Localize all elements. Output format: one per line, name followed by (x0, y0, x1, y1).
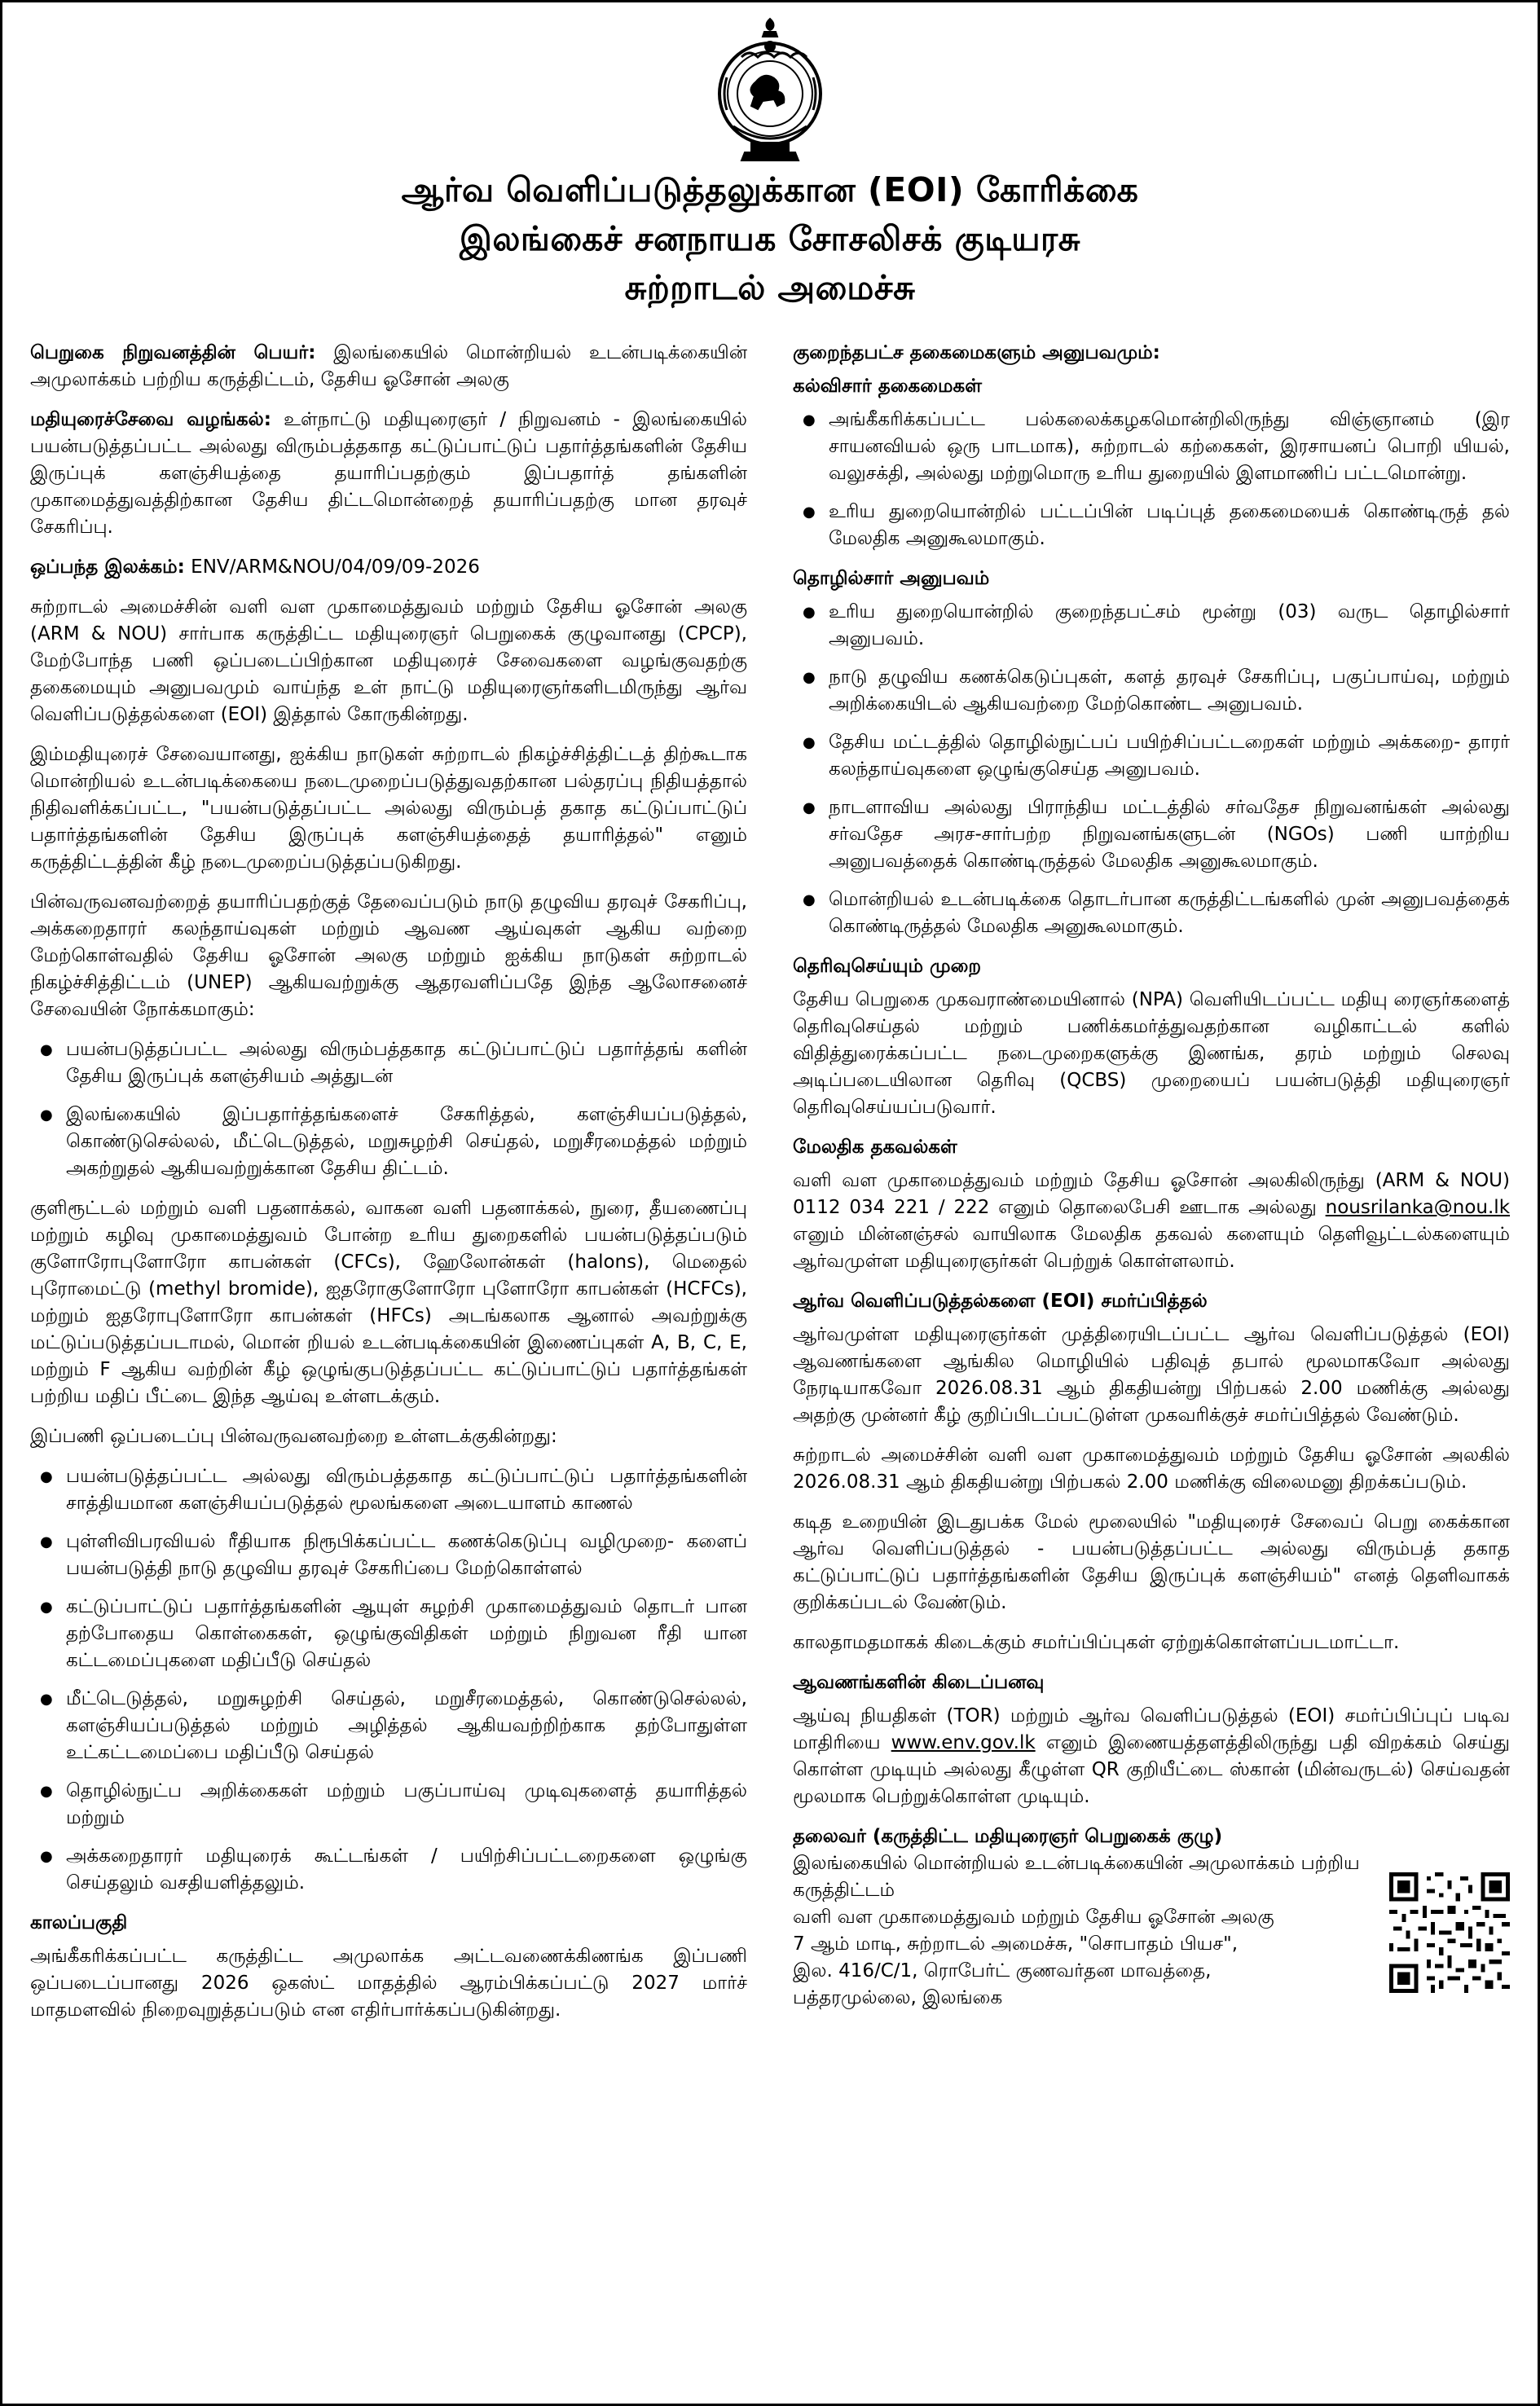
list-item: ● கட்டுப்பாட்டுப் பதார்த்தங்களின் ஆயுள் சுழற்சி முகாமைத்துவம் தொடர் பான தற்போதைய கொள்கைகள், ஒழுங்குவிதிகள் மற்றும் நிறுவன ரீதி யான கட்டமைப்புகளை மதிப்பீடு செய்தல் (66, 1594, 747, 1674)
email-link[interactable]: nousrilanka@nou.lk (1325, 1197, 1511, 1218)
list-item: ● பயன்படுத்தப்பட்ட அல்லது விரும்பத்தகாத கட்டுப்பாட்டுப் பதார்த்தங் களின் தேசிய இருப்புக் களஞ்சியம் அத்துடன் (66, 1036, 747, 1090)
duration-heading: காலப்பகுதி (30, 1912, 128, 1933)
info-text-b: எனும் மின்னஞ்சல் வாயிலாக மேலதிக தகவல் களையும் தெளிவூட்டல்களையும் ஆர்வமுள்ள மதியுரைஞர்கள் பெற்றுக் கொள்ளலாம். (793, 1224, 1510, 1272)
experience-list (793, 599, 1510, 940)
list-item: ● அக்கறைதாரர் மதியுரைக் கூட்டங்கள் / பயிற்சிப்பட்டறைகளை ஒழுங்கு செய்தலும் வசதியளித்தலும். (66, 1843, 747, 1897)
list-item: ● மீட்டெடுத்தல், மறுசுழற்சி செய்தல், மறுசீரமைத்தல், கொண்டுசெல்லல், களஞ்சியப்படுத்தல் மற்றும் அழித்தல் ஆகியவற்றிற்காக தற்போதுள்ள உட்கட்டமைப்பை மதிப்பீடு செய்தல் (66, 1686, 747, 1766)
documents-paragraph (793, 1703, 1510, 1810)
list-item: ● உரிய துறையொன்றில் குறைந்தபட்சம் மூன்று (03) வருட தொழில்சார் அனுபவம். (829, 599, 1510, 653)
title-line-2: இலங்கைச் சனநாயக சோசலிசக் குடியரசு (460, 219, 1080, 258)
submission-heading: ஆர்வ வெளிப்படுத்தல்களை (EOI) சமர்ப்பித்தல் (793, 1291, 1208, 1312)
requirements-heading: குறைந்தபட்ச தகைமைகளும் அனுபவமும்: (793, 342, 1160, 363)
address-heading: தலைவர் (கருத்திட்ட மதியுரைஞர் பெறுகைக் குழு) (793, 1826, 1223, 1847)
education-heading: கல்விசார் தகைமைகள் (793, 376, 982, 397)
sri-lanka-emblem-icon (709, 12, 831, 165)
intro-paragraph-1: சுற்றாடல் அமைச்சின் வளி வள முகாமைத்துவம் மற்றும் தேசிய ஓசோன் அலகு (ARM & NOU) சார்பாக கருத்திட்ட மதியுரைஞர் பெறுகைக் குழுவானது (CPCP), மேற்போந்த பணி ஒப்படைப்பிற்கான மதியுரைச் சேவைகளை வழங்குவதற்கு தகைமையும் அனுபவமும் வாய்ந்த உள் நாட்டு மதியுரைஞர்களிடமிருந்து ஆர்வ வெளிப்படுத்தல்களை (EOI) இத்தால் கோருகின்றது. (30, 596, 747, 725)
info-paragraph (793, 1168, 1510, 1275)
submission-paragraph-2: சுற்றாடல் அமைச்சின் வளி வள முகாமைத்துவம் மற்றும் தேசிய ஓசோன் அலகில் 2026.08.31 ஆம் திகதியன்று பிற்பகல் 2.00 மணிக்கு விலைமனு திறக்கப்படும். (793, 1445, 1510, 1493)
agency-paragraph (30, 340, 747, 394)
left-column (30, 340, 747, 2037)
objective-list (30, 1036, 747, 1182)
list-item: ● உரிய துறையொன்றில் பட்டப்பின் படிப்புத் தகைமையைக் கொண்டிருத் தல் மேலதிக அனுகூலமாகும். (829, 499, 1510, 552)
info-text-a: வளி வள முகாமைத்துவம் மற்றும் தேசிய ஓசோன் அலகிலிருந்து (ARM & NOU) 0112 034 221 / 222 எனும் தொலைபேசி ஊடாக அல்லது (793, 1170, 1510, 1218)
right-column (793, 340, 1510, 2037)
notice-header (2, 2, 1538, 312)
selection-heading: தெரிவுசெய்யும் முறை (793, 956, 981, 977)
duration-text: அங்கீகரிக்கப்பட்ட கருத்திட்ட அமுலாக்க அட்டவணைக்கிணங்க இப்பணி ஒப்படைப்பானது 2026 ஒகஸ்ட் மாதத்தில் ஆரம்பிக்கப்பட்டு 2027 மார்ச் மாதமளவில் நிறைவுறுத்தப்படும் என எதிர்பார்க்கப்படுகின்றது. (30, 1946, 747, 2021)
list-item: ● இலங்கையில் இப்பதார்த்தங்களைச் சேகரித்தல், களஞ்சியப்படுத்தல், கொண்டுசெல்லல், மீட்டெடுத்தல், மறுசுழற்சி செய்தல், மறுசீரமைத்தல் மற்றும் அகற்றுதல் ஆகியவற்றுக்கான தேசிய திட்டம். (66, 1102, 747, 1182)
tasks-intro: இப்பணி ஒப்படைப்பு பின்வருவனவற்றை உள்ளடக்குகின்றது: (30, 1426, 557, 1447)
address-line: கருத்திட்டம் (793, 1880, 895, 1901)
list-item: ● புள்ளிவிபரவியல் ரீதியாக நிரூபிக்கப்பட்ட கணக்கெடுப்பு வழிமுறை- களைப் பயன்படுத்தி நாடு தழுவிய தரவுச் சேகரிப்பை மேற்கொள்ளல் (66, 1528, 747, 1582)
list-item: ● அங்கீகரிக்கப்பட்ட பல்கலைக்கழகமொன்றிலிருந்து விஞ்ஞானம் (இர சாயனவியல் ஒரு பாடமாக), சுற்றாடல் கற்கைகள், இரசாயனப் பொறி யியல், வலுசக்தி, அல்லது மற்றுமொரு உரிய துறையில் இளமாணிப் பட்டமொன்று. (829, 407, 1510, 487)
intro-paragraph-2: இம்மதியுரைச் சேவையானது, ஐக்கிய நாடுகள் சுற்றாடல் நிகழ்ச்சித்திட்டத் திற்கூடாக மொன்றியல் உடன்படிக்கையை நடைமுறைப்படுத்துவதற்கான பல்தரப்பு நிதியத்தால் நிதிவளிக்கப்பட்ட, "பயன்படுத்தப்பட்ட அல்லது விரும்பத் தகாத கட்டுப்பாட்டுப் பதார்த்தங்களின் தேசிய இருப்புக் களஞ்சியத்தைத் தயாரித்தல்" எனும் கருத்திட்டத்தின் கீழ் நடைமுறைப்படுத்தப்படுகிறது. (30, 744, 747, 873)
education-list (793, 407, 1510, 552)
list-item: ● நாடளாவிய அல்லது பிராந்திய மட்டத்தில் சர்வதேச நிறுவனங்கள் அல்லது சர்வதேச அரச-சார்பற்ற நிறுவனங்களுடன் (NGOs) பணி யாற்றிய அனுபவத்தைக் கொண்டிருத்தல் மேலதிக அனுகூலமாகும். (829, 794, 1510, 875)
documents-text-b: எனும் இணையத்தளத்திலிருந்து பதி விறக்கம் செய்து கொள்ள முடியும் அல்லது கீழுள்ள QR குறியீட்டை ஸ்கான் (மின்வருடல்) செய்வதன் மூலமாக பெற்றுக்கொள்ள முடியும். (793, 1732, 1510, 1807)
intro-paragraph-3: பின்வருவனவற்றைத் தயாரிப்பதற்குத் தேவைப்படும் நாடு தழுவிய தரவுச் சேகரிப்பு, அக்கறைதாரர் கலந்தாய்வுகள் மற்றும் ஆவண ஆய்வுகள் ஆகிய வற்றை மேற்கொள்வதில் தேசிய ஓசோன் அலகு மற்றும் ஐக்கிய நாடுகள் சுற்றாடல் நிகழ்ச்சித்திட்டம் (UNEP) ஆகியவற்றுக்கு ஆதரவளிப்பதே இந்த ஆலோசனைச் சேவையின் நோக்கமாகும்: (30, 891, 747, 1020)
submission-paragraph-1: ஆர்வமுள்ள மதியுரைஞர்கள் முத்திரையிடப்பட்ட ஆர்வ வெளிப்படுத்தல் (EOI) ஆவணங்களை ஆங்கில மொழியில் பதிவுத் தபால் மூலமாகவோ அல்லது நேரடியாகவோ 2026.08.31 ஆம் திகதியன்று பிற்பகல் 2.00 மணிக்கு அல்லது அதற்கு முன்னர் கீழ் குறிப்பிடப்பட்டுள்ள முகவரிக்குச் சமர்ப்பித்தல் வேண்டும். (793, 1324, 1510, 1426)
address-line: இலங்கையில் மொன்றியல் உடன்படிக்கையின் அமுலாக்கம் பற்றிய (793, 1853, 1360, 1874)
website-link[interactable]: www.env.gov.lk (891, 1732, 1036, 1753)
contract-label: ஒப்பந்த இலக்கம்: (30, 556, 185, 578)
address-line: இல. 416/C/1, ரொபேர்ட் குணவர்தன மாவத்தை, (793, 1960, 1212, 1982)
documents-heading: ஆவணங்களின் கிடைப்பனவு (793, 1672, 1045, 1693)
qr-code-icon[interactable] (1389, 1872, 1510, 1993)
selection-text: தேசிய பெறுகை முகவராண்மையினால் (NPA) வெளியிடப்பட்ட மதியு ரைஞர்களைத் தெரிவுசெய்தல் மற்றும் பணிக்கமர்த்துவதற்கான வழிகாட்டல் களில் விதித்துரைக்கப்பட்ட நடைமுறைகளுக்கு இணங்க, தரம் மற்றும் செலவு அடிப்படையிலான தெரிவு (QCBS) முறையைப் பயன்படுத்தி மதியுரைஞர் தெரிவுசெய்யப்படுவார். (793, 989, 1510, 1118)
title-line-3: சுற்றாடல் அமைச்சு (624, 268, 916, 307)
title-line-1: ஆர்வ வெளிப்படுத்தலுக்கான (EOI) கோரிக்கை (401, 170, 1139, 209)
tasks-list (30, 1463, 747, 1897)
list-item: ● தொழில்நுட்ப அறிக்கைகள் மற்றும் பகுப்பாய்வு முடிவுகளைத் தயாரித்தல் மற்றும் (66, 1778, 747, 1832)
address-line: வளி வள முகாமைத்துவம் மற்றும் தேசிய ஓசோன் அலகு (793, 1907, 1274, 1928)
agency-label: பெறுகை நிறுவனத்தின் பெயர்: (30, 342, 316, 363)
documents-text-a: ஆய்வு நியதிகள் (TOR) மற்றும் ஆர்வ வெளிப்படுத்தல் (EOI) சமர்ப்பிப்புப் படிவ மாதிரியை (793, 1705, 1510, 1753)
address-block (793, 1823, 1510, 2012)
contract-paragraph (30, 554, 747, 581)
list-item: ● தேசிய மட்டத்தில் தொழில்நுட்பப் பயிற்சிப்பட்டறைகள் மற்றும் அக்கறை- தாரர் கலந்தாய்வுகளை ஒழுங்குசெய்த அனுபவம். (829, 729, 1510, 783)
contract-value: ENV/ARM&NOU/04/09/09-2026 (191, 556, 480, 578)
experience-heading: தொழில்சார் அனுபவம் (793, 568, 990, 589)
info-heading: மேலதிக தகவல்கள் (793, 1137, 957, 1158)
list-item: ● மொன்றியல் உடன்படிக்கை தொடர்பான கருத்திட்டங்களில் முன் அனுபவத்தைக் கொண்டிருத்தல் மேலதிக அனுகூலமாகும். (829, 886, 1510, 940)
address-line: 7 ஆம் மாடி, சுற்றாடல் அமைச்சு, "சொபாதம் பியச", (793, 1933, 1239, 1955)
submission-paragraph-4: காலதாமதமாகக் கிடைக்கும் சமர்ப்பிப்புகள் ஏற்றுக்கொள்ளப்படமாட்டா. (793, 1632, 1400, 1653)
submission-paragraph-3: கடித உறையின் இடதுபக்க மேல் மூலையில் "மதியுரைச் சேவைப் பெறு கைக்கான ஆர்வ வெளிப்படுத்தல் - பயன்படுத்தப்பட்ட அல்லது விரும்பத் தகாத கட்டுப்பாட்டுப் பதார்த்தங்களின் தேசிய இருப்புக் களஞ்சியம்" எனத் தெளிவாகக் குறிக்கப்படல் வேண்டும். (793, 1511, 1510, 1613)
list-item: ● நாடு தழுவிய கணக்கெடுப்புகள், களத் தரவுச் சேகரிப்பு, பகுப்பாய்வு, மற்றும் அறிக்கையிடல் ஆகியவற்றை மேற்கொண்ட அனுபவம். (829, 664, 1510, 718)
list-item: ● பயன்படுத்தப்பட்ட அல்லது விரும்பத்தகாத கட்டுப்பாட்டுப் பதார்த்தங்களின் சாத்தியமான களஞ்சியப்படுத்தல் மூலங்களை அடையாளம் காணல் (66, 1463, 747, 1517)
service-label: மதியுரைச்சேவை வழங்கல்: (30, 409, 271, 430)
agency-value: இலங்கையில் மொன்றியல் உடன்படிக்கையின் அமுலாக்கம் பற்றிய கருத்திட்டம், தேசிய ஓசோன் அலகு (30, 342, 748, 390)
address-line: பத்தரமுல்லை, இலங்கை (793, 1987, 1003, 2008)
scope-paragraph: குளிரூட்டல் மற்றும் வளி பதனாக்கல், வாகன வளி பதனாக்கல், நுரை, தீயணைப்பு மற்றும் கழிவு முகாமைத்துவம் போன்ற உரிய துறைகளில் பயன்படுத்தப்படும் குளோரோபுளோரோ காபன்கள் (CFCs), ஹேலோன்கள் (halons), மெதைல் புரோமைட்டு (methyl bromide), ஐதரோகுளோரோ புளோரோ காபன்கள் (HCFCs), மற்றும் ஐதரோபுளோரோ காபன்கள் (HFCs) அடங்கலாக ஆனால் அவற்றுக்கு மட்டுப்படுத்தப்படாமல், மொன் றியல் உடன்படிக்கையின் இணைப்புகள் A, B, C, E, மற்றும் F ஆகிய வற்றின் கீழ் ஒழுங்குபடுத்தப்பட்ட கட்டுப்பாட்டுப் பதார்த்தங்கள் பற்றிய மதிப் பீட்டை இந்த ஆய்வு உள்ளடக்கும். (30, 1198, 747, 1407)
content-columns (30, 340, 1510, 2037)
service-value: உள்நாட்டு மதியுரைஞர் / நிறுவனம் - இலங்கையில் பயன்படுத்தப்பட்ட அல்லது விரும்பத்தகாத கட்டுப்பாட்டுப் பதார்த்தங்களின் தேசிய இருப்புக் களஞ்சியத்தை தயாரிப்பதற்கும் இப்பதார்த் தங்களின் முகாமைத்துவத்திற்கான தேசிய திட்டமொன்றைத் தயாரிப்பதற்கு மான தரவுச் சேகரிப்பு. (30, 409, 747, 538)
service-paragraph (30, 407, 747, 541)
